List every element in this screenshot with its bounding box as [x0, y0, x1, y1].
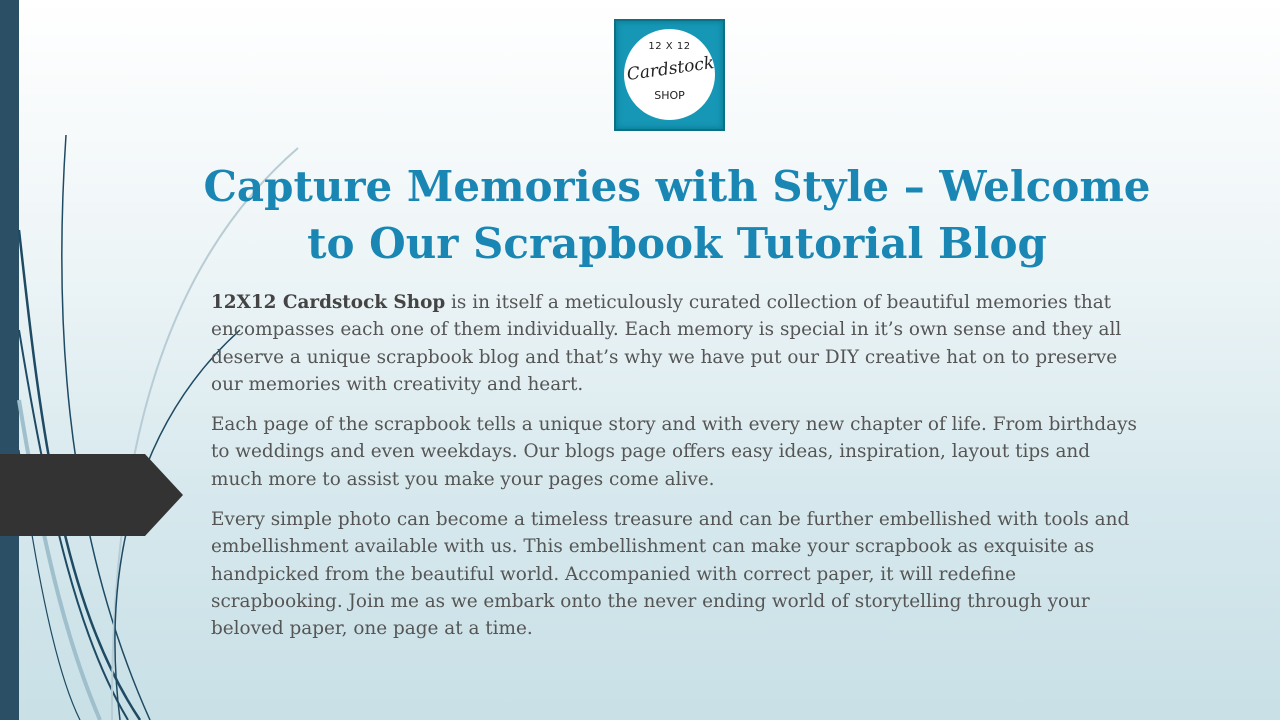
page-title — [200, 158, 1154, 272]
paragraph-1 — [211, 289, 1141, 398]
blog-intro-text — [211, 289, 1141, 656]
paragraph-2: Each page of the scrapbook tells a unique story and with every new chapter of life. From birthdays to weddings and even weekdays. Our blogs page offers easy ideas, inspiration, layout tips and much more to assist you make your pages come alive. — [211, 414, 1137, 490]
paragraph-3: Every simple photo can become a timeless treasure and can be further embellished with tools and embellishment available with us. This embellishment can make your scrapbook as exquisite as handpicked from the beautiful world. Accompanied with correct paper, it will redefine scrapbooking. Join me as we embark onto the never ending world of storytelling through your beloved paper, one page at a time. — [211, 509, 1130, 640]
logo-bottom-text: SHOP — [654, 89, 685, 102]
arrow-tab-shape — [0, 454, 183, 536]
title-line-2: to Our Scrapbook Tutorial Blog — [307, 219, 1047, 268]
logo-script-text: Cardstock — [625, 52, 716, 86]
title-line-1: Capture Memories with Style – Welcome — [203, 162, 1151, 211]
logo-top-text: 12 X 12 — [648, 41, 691, 52]
logo-circle — [624, 29, 715, 120]
shop-logo[interactable] — [614, 19, 725, 131]
paragraph-1-text: is in itself a meticulously curated collection of beautiful memories that encompasses each one of them individually. Each memory is special in it’s own sense and they all deserve a unique scrapbook blog and that’s why we have put our DIY creative hat on to preserve our memories with creativity and heart. — [211, 292, 1122, 395]
shop-name-bold: 12X12 Cardstock Shop — [211, 292, 446, 313]
